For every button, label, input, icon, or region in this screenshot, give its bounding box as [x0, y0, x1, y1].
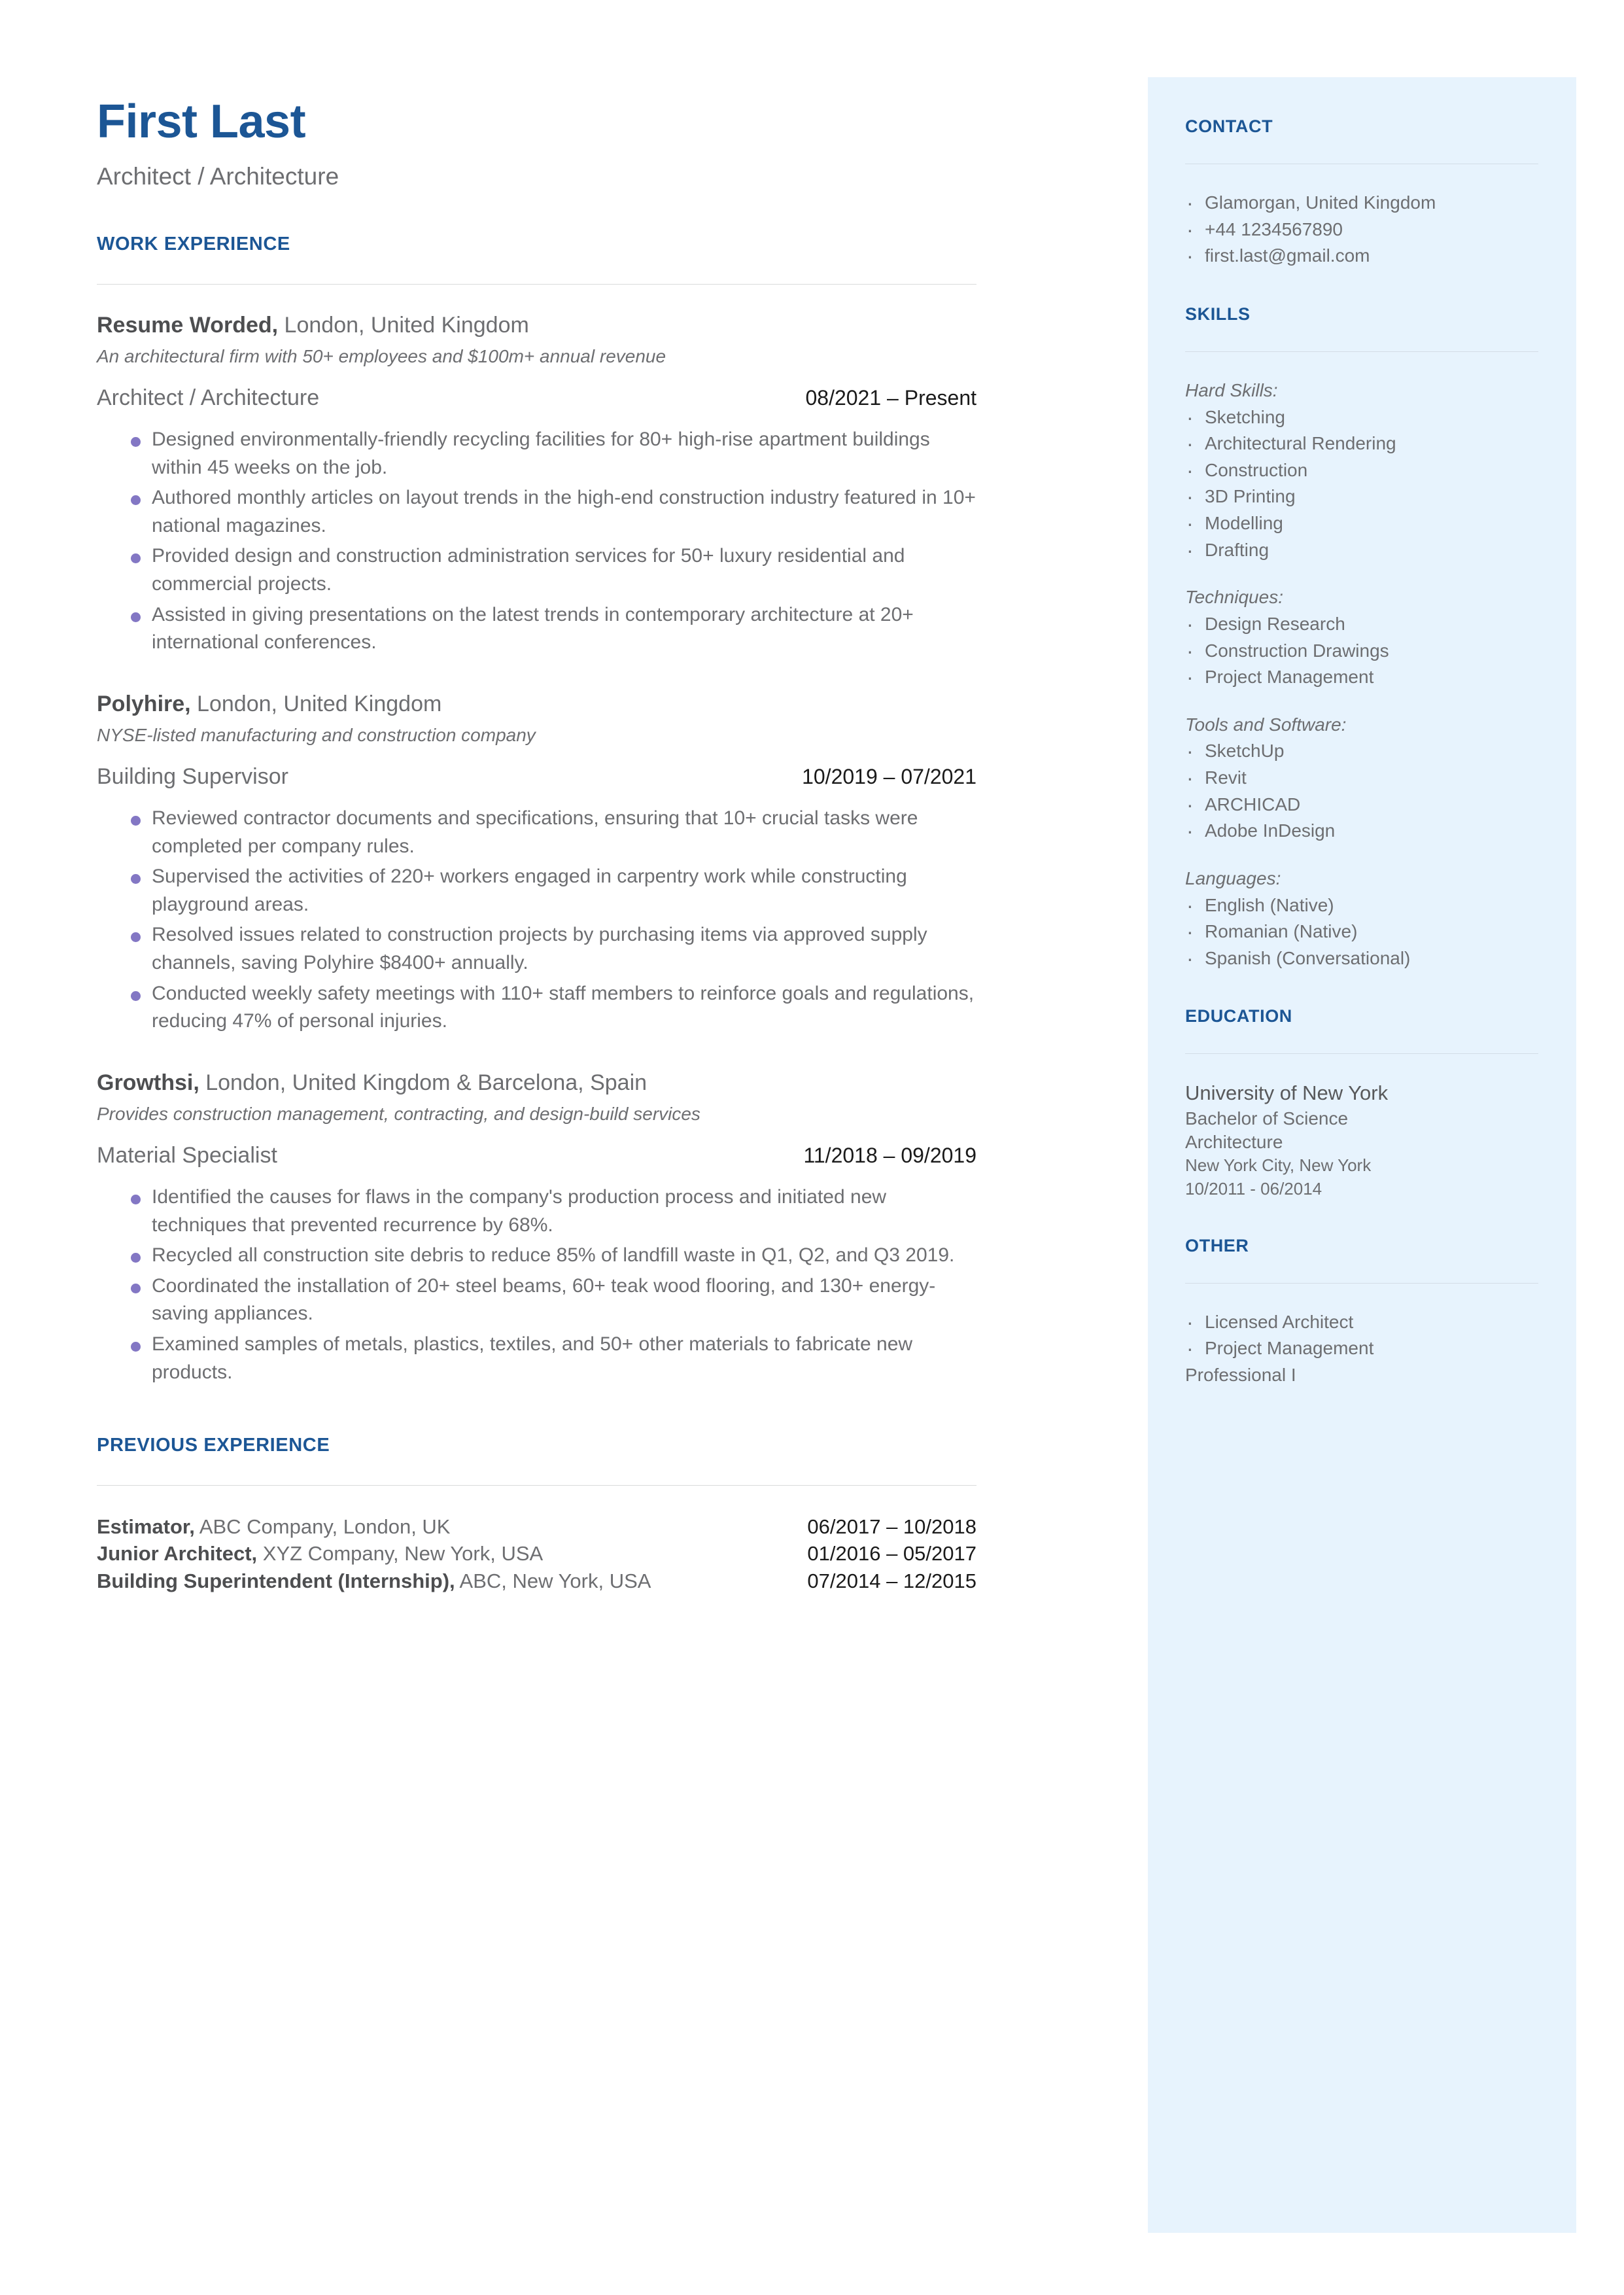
job-bullet — [97, 1242, 976, 1270]
skill-item: · Revit — [1185, 765, 1538, 791]
job-role-row — [97, 763, 976, 790]
job-bullet — [97, 484, 976, 540]
work-experience-section — [97, 234, 976, 1386]
skill-item-list — [1185, 893, 1538, 972]
job-bullet-text: Assisted in giving presentations on the latest trends in contemporary architecture at 20+ international conferences. — [152, 603, 914, 654]
education-location: New York City, New York — [1185, 1155, 1372, 1176]
skill-group — [1185, 712, 1538, 844]
job-bullet — [97, 980, 976, 1036]
job-title: Architect / Architecture — [97, 385, 320, 411]
sidebar-contact-section — [1185, 116, 1538, 269]
previous-experience-title: Junior Architect, — [97, 1542, 258, 1566]
job-bullet-text: Supervised the activities of 220+ workers engaged in carpentry work while constructing playground areas. — [152, 866, 907, 915]
page-title: First Last — [97, 96, 306, 148]
job-company-name: Resume Worded, — [97, 312, 279, 338]
contact-item[interactable]: · first.last@gmail.com — [1185, 243, 1538, 269]
skill-item: · Architectural Rendering — [1185, 431, 1538, 457]
skill-item: · Design Research — [1185, 612, 1538, 637]
skill-item: · ARCHICAD — [1185, 792, 1538, 818]
skill-group-label: Languages: — [1185, 867, 1281, 888]
skill-item: · Drafting — [1185, 538, 1538, 563]
job-bullet-text: Recycled all construction site debris to reduce 85% of landfill waste in Q1, Q2, and Q3 2019. — [152, 1244, 955, 1267]
job-company-description: An architectural firm with 50+ employees and $100m+ annual revenue — [97, 346, 666, 367]
previous-experience-text — [97, 1513, 450, 1540]
section-divider — [97, 1485, 976, 1486]
previous-experience-text — [97, 1568, 651, 1594]
sidebar — [1148, 77, 1576, 2233]
skill-group-label: Techniques: — [1185, 587, 1283, 608]
skill-group-label: Tools and Software: — [1185, 714, 1347, 735]
bullet-dot-icon — [131, 1342, 141, 1352]
skill-item: · Romanian (Native) — [1185, 919, 1538, 945]
education-degree: Bachelor of Science — [1185, 1108, 1349, 1129]
other-list — [1185, 1310, 1538, 1361]
previous-experience-dates: 06/2017 – 10/2018 — [807, 1515, 976, 1539]
bullet-dot-icon — [131, 553, 141, 563]
education-field: Architecture — [1185, 1132, 1283, 1153]
bullet-dot-icon — [131, 437, 141, 447]
job-company — [97, 1070, 976, 1096]
skill-item: · Project Management — [1185, 665, 1538, 690]
skill-item: · Sketching — [1185, 405, 1538, 430]
sidebar-divider — [1185, 1053, 1538, 1054]
job-bullet — [97, 863, 976, 919]
previous-experience-title: Building Superintendent (Internship), — [97, 1569, 455, 1592]
job-bullet-text: Identified the causes for flaws in the company's production process and initiated new techniques that prevented recurrence by 68%. — [152, 1185, 887, 1236]
previous-experience-text — [97, 1540, 543, 1567]
previous-experience-row — [97, 1540, 976, 1567]
job-company — [97, 312, 976, 339]
bullet-dot-icon — [131, 1195, 141, 1204]
bullet-dot-icon — [131, 495, 141, 505]
main-column — [97, 98, 976, 1594]
job-bullet — [97, 1331, 976, 1386]
job-bullet-list — [97, 1183, 976, 1386]
section-heading-contact: CONTACT — [1185, 116, 1273, 136]
bullet-dot-icon — [131, 816, 141, 826]
skill-group — [1185, 866, 1538, 972]
job-company-location: London, United Kingdom & Barcelona, Spain — [199, 1070, 648, 1095]
section-heading-education: EDUCATION — [1185, 1006, 1292, 1026]
job-bullet — [97, 601, 976, 657]
skill-item-list — [1185, 405, 1538, 563]
job-bullet-text: Provided design and construction administration services for 50+ luxury residential and commercial projects. — [152, 545, 905, 595]
job-bullet-text: Designed environmentally-friendly recycling facilities for 80+ high-rise apartment buildings within 45 weeks on the job. — [152, 428, 930, 478]
headline: Architect / Architecture — [97, 163, 339, 190]
sidebar-divider — [1185, 351, 1538, 352]
job-entry — [97, 1070, 976, 1386]
previous-experience-list — [97, 1513, 976, 1594]
bullet-dot-icon — [131, 612, 141, 622]
education-school: University of New York — [1185, 1081, 1389, 1105]
job-list — [97, 312, 976, 1386]
job-entry — [97, 691, 976, 1036]
skill-group-label: Hard Skills: — [1185, 379, 1278, 400]
job-company-description: Provides construction management, contracting, and design-build services — [97, 1104, 700, 1125]
job-company-location: London, United Kingdom — [190, 691, 442, 716]
skill-group — [1185, 378, 1538, 563]
section-heading-other: OTHER — [1185, 1235, 1249, 1255]
job-company-description: NYSE-listed manufacturing and construction company — [97, 725, 536, 746]
previous-experience-detail: ABC Company, London, UK — [194, 1515, 451, 1539]
skill-item: · English (Native) — [1185, 893, 1538, 919]
job-company-name: Growthsi, — [97, 1070, 199, 1095]
previous-experience-row — [97, 1513, 976, 1540]
bullet-dot-icon — [131, 932, 141, 942]
job-company-name: Polyhire, — [97, 691, 191, 716]
previous-experience-dates: 07/2014 – 12/2015 — [807, 1569, 976, 1592]
section-heading-previous-experience: PREVIOUS EXPERIENCE — [97, 1435, 330, 1456]
previous-experience-detail: XYZ Company, New York, USA — [257, 1542, 544, 1566]
job-role-row — [97, 1142, 976, 1169]
bullet-dot-icon — [131, 991, 141, 1001]
skill-item: · Spanish (Conversational) — [1185, 946, 1538, 972]
skill-item-list — [1185, 612, 1538, 690]
job-bullet-text: Conducted weekly safety meetings with 110+ staff members to reinforce goals and regulations, reducing 47% of personal injuries. — [152, 982, 975, 1032]
job-role-row — [97, 385, 976, 412]
job-bullet — [97, 1272, 976, 1328]
job-bullet — [97, 805, 976, 860]
job-bullet-list — [97, 805, 976, 1036]
skill-item: · Construction Drawings — [1185, 639, 1538, 664]
previous-experience-title: Estimator, — [97, 1515, 195, 1539]
other-continuation: Professional I — [1185, 1364, 1296, 1385]
previous-experience-detail: ABC, New York, USA — [455, 1569, 651, 1592]
skill-item: · Construction — [1185, 458, 1538, 483]
job-spacer — [97, 1041, 976, 1070]
bullet-dot-icon — [131, 874, 141, 884]
section-heading-skills: SKILLS — [1185, 304, 1251, 324]
job-bullet-text: Examined samples of metals, plastics, textiles, and 50+ other materials to fabricate new products. — [152, 1333, 913, 1383]
job-bullet — [97, 426, 976, 482]
contact-item[interactable]: · +44 1234567890 — [1185, 217, 1538, 243]
job-title: Building Supervisor — [97, 764, 288, 790]
bullet-dot-icon — [131, 1284, 141, 1293]
sidebar-divider — [1185, 1283, 1538, 1284]
skill-item-list — [1185, 739, 1538, 844]
previous-experience-section — [97, 1435, 976, 1594]
job-bullet-text: Coordinated the installation of 20+ steel beams, 60+ teak wood flooring, and 130+ energy-saving appliances. — [152, 1274, 936, 1325]
skill-group-list — [1185, 378, 1538, 972]
contact-list — [1185, 190, 1538, 269]
job-bullet — [97, 542, 976, 598]
job-bullet — [97, 921, 976, 977]
sidebar-education-section — [1185, 1006, 1538, 1200]
job-dates: 10/2019 – 07/2021 — [802, 765, 976, 789]
job-title: Material Specialist — [97, 1143, 277, 1168]
job-company — [97, 691, 976, 718]
skill-item: · Adobe InDesign — [1185, 818, 1538, 844]
job-entry — [97, 312, 976, 657]
bullet-dot-icon — [131, 1253, 141, 1263]
job-dates: 11/2018 – 09/2019 — [803, 1144, 976, 1168]
previous-experience-row — [97, 1568, 976, 1594]
previous-experience-dates: 01/2016 – 05/2017 — [807, 1542, 976, 1566]
skill-group — [1185, 585, 1538, 690]
job-bullet-text: Reviewed contractor documents and specifications, ensuring that 10+ crucial tasks were completed per company rules. — [152, 807, 918, 857]
sidebar-skills-section — [1185, 304, 1538, 972]
other-item: · Project Management — [1185, 1336, 1538, 1361]
job-bullet-text: Resolved issues related to construction projects by purchasing items via approved supply channels, saving Polyhire $8400+ annually. — [152, 924, 927, 973]
skill-item: · Modelling — [1185, 511, 1538, 536]
section-heading-work-experience: WORK EXPERIENCE — [97, 233, 290, 254]
other-item: · Licensed Architect — [1185, 1310, 1538, 1335]
job-company-location: London, United Kingdom — [278, 312, 529, 338]
job-spacer — [97, 662, 976, 691]
education-dates: 10/2011 - 06/2014 — [1185, 1178, 1322, 1199]
skill-item: · SketchUp — [1185, 739, 1538, 764]
sidebar-other-section — [1185, 1236, 1538, 1388]
contact-item[interactable]: · Glamorgan, United Kingdom — [1185, 190, 1538, 216]
job-bullet-list — [97, 426, 976, 657]
skill-item: · 3D Printing — [1185, 484, 1538, 510]
education-entry — [1185, 1080, 1538, 1200]
job-dates: 08/2021 – Present — [805, 386, 976, 410]
job-bullet-text: Authored monthly articles on layout trends in the high-end construction industry featured in 10+ national magazines. — [152, 487, 976, 536]
job-bullet — [97, 1183, 976, 1239]
section-divider — [97, 284, 976, 285]
